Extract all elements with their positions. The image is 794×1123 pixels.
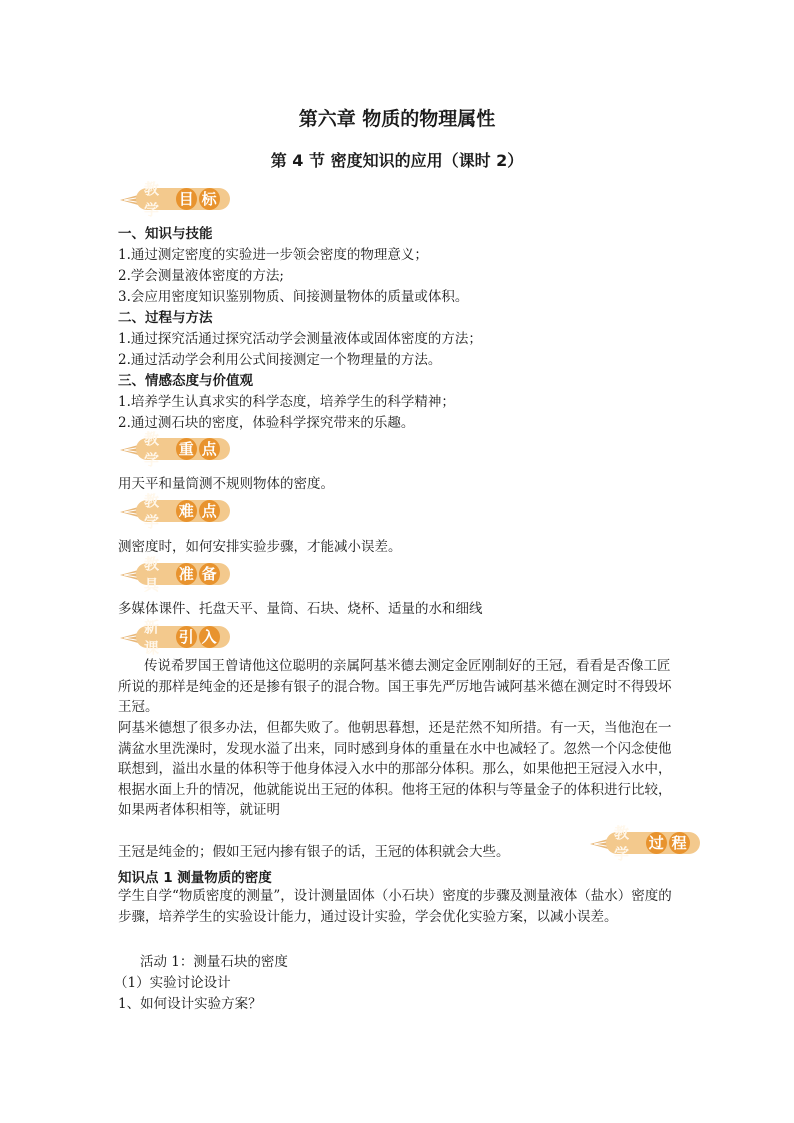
goals-s3-item: 1.培养学生认真求实的科学态度，培养学生的科学精神； [118,394,455,410]
activity-1-title: 活动 1：测量石块的密度 [140,954,288,970]
goals-section-1-title: 一、知识与技能 [118,226,213,242]
goals-s2-item: 1.通过探究活通过探究活动学会测量液体或固体密度的方法； [118,331,482,347]
goals-section-3-title: 三、情感态度与价值观 [118,373,253,389]
teaching-aids-text: 多媒体课件、托盘天平、量筒、石块、烧杯、适量的水和细线 [118,601,483,617]
goals-s2-item: 2.通过活动学会利用公式间接测定一个物理量的方法。 [118,352,442,368]
key-points-text: 用天平和量筒测不规则物体的密度。 [118,476,334,492]
goals-s1-item: 1.通过测定密度的实验进一步领会密度的物理意义； [118,247,428,263]
badge-difficulties: 教学 难 点 [118,498,230,526]
badge-teaching-process: 教学 过 程 [588,830,700,858]
knowledge-point-1-text: 学生自学“物质密度的测量”，设计测量固体（小石块）密度的步骤及测量液体（盐水）密度的步骤，培养学生的实验设计能力，通过设计实验，学会优化实验方案，以减小误差。 [118,888,672,925]
intro-paragraph-1: 传说希罗国王曾请他这位聪明的亲属阿基米德去测定金匠刚制好的王冠，看看是否像工匠所说的那样是纯金的还是掺有银子的混合物。国王事先严厉地告诫阿基米德在测定时不得毁坏王冠。 [118,658,672,715]
badge-teaching-goals: 教学 目 标 [118,186,230,214]
goals-s1-item: 2.学会测量液体密度的方法; [118,268,284,284]
design-question: 1、如何设计实验方案？ [118,996,262,1012]
chapter-title: 第六章 物质的物理属性 [298,108,496,130]
section-title: 第 4 节 密度知识的应用（课时 2） [270,151,524,170]
badge-key-points: 教学 重 点 [118,436,230,464]
goals-section-2-title: 二、过程与方法 [118,310,213,326]
intro-paragraph-3: 王冠是纯金的；假如王冠内掺有银子的话，王冠的体积就会大些。 [118,844,510,860]
experiment-step-title: （1）实验讨论设计 [114,975,231,991]
knowledge-point-1-title: 知识点 1 测量物质的密度 [118,870,272,886]
badge-teaching-aids: 教具 准 备 [118,561,230,589]
badge-lesson-intro: 新课 引 入 [118,624,230,652]
intro-paragraph-2: 阿基米德想了很多办法，但都失败了。他朝思暮想，还是茫然不知所措。有一天，当他泡在一满盆水里洗澡时，发现水溢了出来，同时感到身体的重量在水中也减轻了。忽然一个闪念使他联想到，溢出水量的体积等于他身体浸入水中的那部分体积。那么，如果他把王冠浸入水中，根据水面上升的情况，他就能说出王冠的体积。他将王冠的体积与等量金子的体积进行比较，如果两者体积相等，就证明 [118,720,672,818]
goals-s3-item: 2.通过测石块的密度，体验科学探究带来的乐趣。 [118,415,415,431]
goals-s1-item: 3.会应用密度知识鉴别物质、间接测量物体的质量或体积。 [118,289,469,305]
difficulties-text: 测密度时，如何安排实验步骤，才能减小误差。 [118,539,402,555]
